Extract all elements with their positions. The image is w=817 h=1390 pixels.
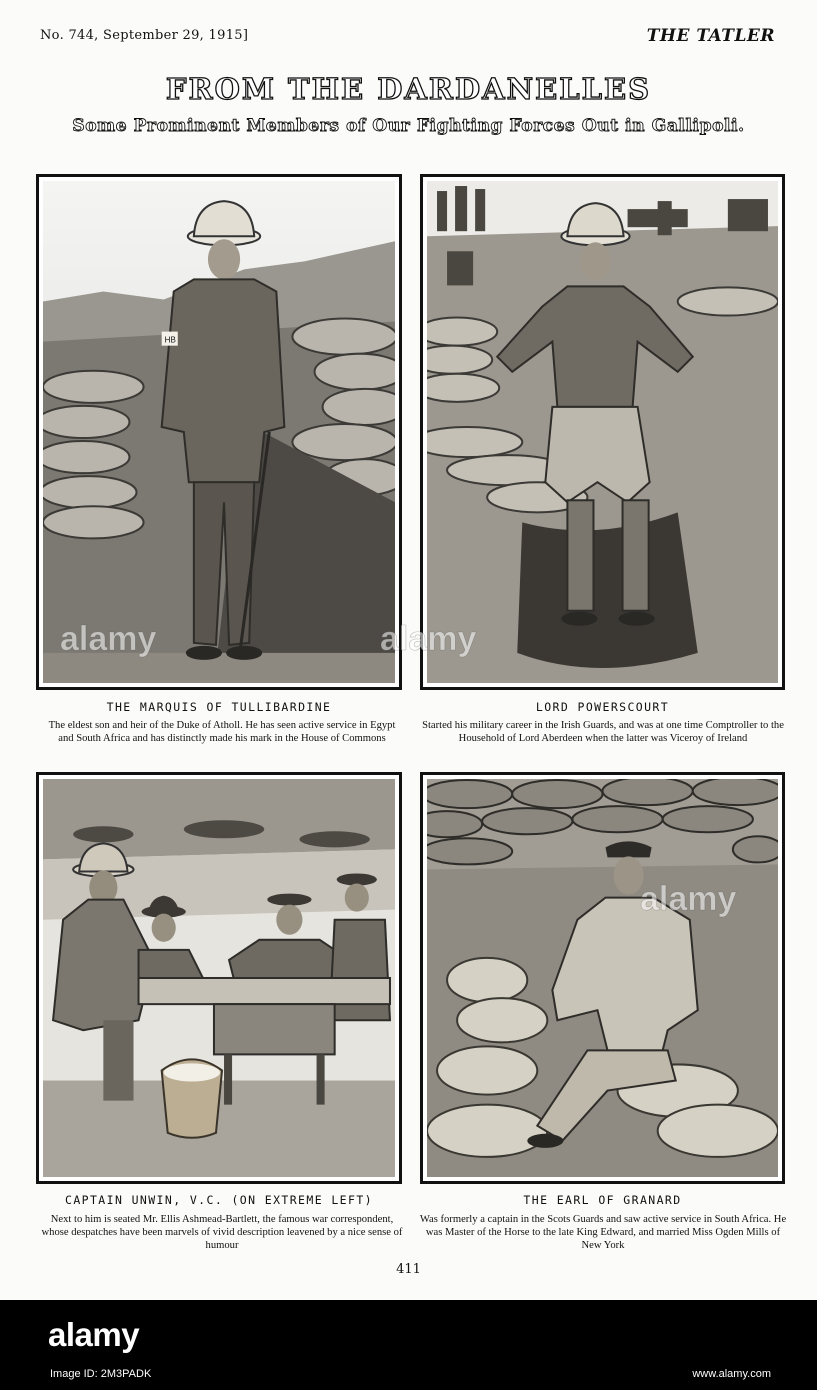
footer-brand[interactable]: alamy	[48, 1316, 140, 1353]
page-subtitle: Some Prominent Members of Our Fighting Forces Out in Gallipoli.	[72, 116, 745, 136]
footer-url[interactable]: www.alamy.com	[692, 1368, 771, 1380]
photo-title-3: CAPTAIN UNWIN, V.C. (ON EXTREME LEFT)	[65, 1193, 373, 1207]
page-number: 411	[396, 1262, 421, 1277]
page-title: FROM THE DARDANELLES	[165, 72, 652, 106]
photo-title-1: THE MARQUIS OF TULLIBARDINE	[106, 700, 332, 714]
photo-powerscourt	[420, 174, 785, 690]
photo-title-4: THE EARL OF GRANARD	[523, 1193, 682, 1207]
photo-granard	[420, 772, 785, 1184]
armband-label: HB	[164, 335, 176, 345]
photo-unwin-group	[36, 772, 402, 1184]
watermark-1: alamy	[60, 620, 157, 658]
photo-tullibardine	[36, 174, 402, 690]
photo-caption-3: Next to him is seated Mr. Ellis Ashmead-Bartlett, the famous war correspondent, whose despatches have been marvels of vivid description leavened by a nice sense of humour	[41, 1214, 403, 1251]
image-id: Image ID: 2M3PADK	[50, 1368, 152, 1380]
issue-line: No. 744, September 29, 1915]	[40, 28, 249, 43]
watermark-2: alamy	[380, 620, 477, 658]
photo-caption-2: Started his military career in the Irish Guards, and was at one time Comptroller to the Household of Lord Aberdeen when the latter was Viceroy of Ireland	[422, 720, 784, 744]
photo-caption-4: Was formerly a captain in the Scots Guards and saw active service in South Africa. He was Master of the Horse to the late King Edward, and married Miss Ogden Mills of New York	[419, 1214, 787, 1251]
photo-caption-1: The eldest son and heir of the Duke of Atholl. He has seen active service in Egypt and South Africa and has distinctly made his mark in the House of Commons	[48, 720, 396, 744]
photo-title-2: LORD POWERSCOURT	[535, 700, 670, 714]
watermark-3: alamy	[640, 880, 737, 918]
magazine-name: THE TATLER	[646, 26, 775, 46]
